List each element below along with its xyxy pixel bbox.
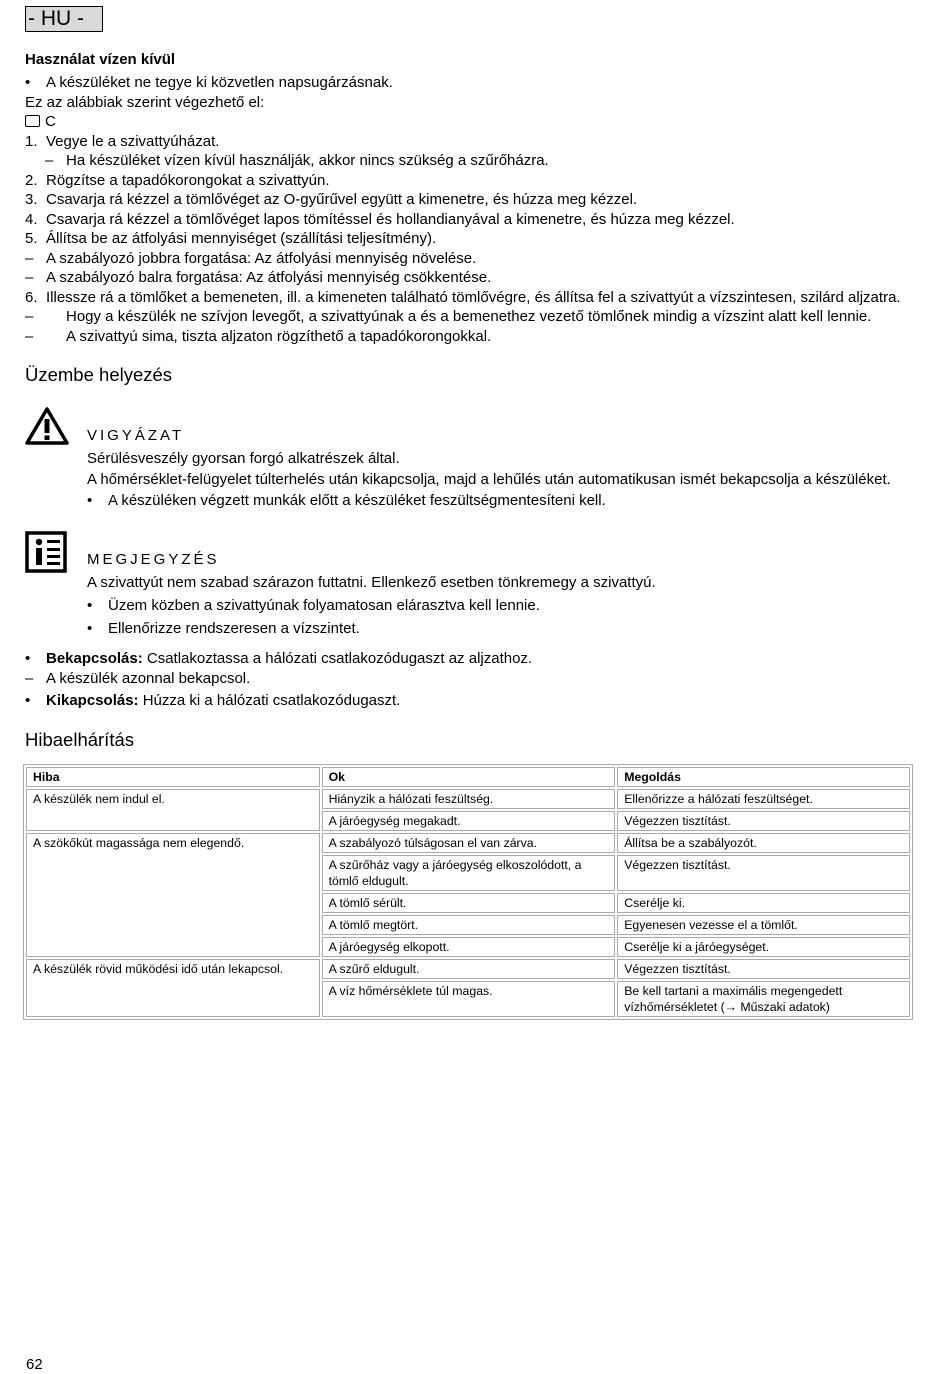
step-subitem [25,268,915,288]
caution-line: A hőmérséklet-felügyelet túlterhelés után kikapcsolja, majd a lehűlés után automatikusan ismét bekapcsolja a készüléket. [87,471,891,488]
cause-cell: A szűrőház vagy a járóegység elkoszolódott, a tömlő eldugult. [322,855,616,891]
fault-cell: A készülék rövid működési idő után lekapcsol. [26,959,320,1017]
step-subitem [25,151,915,171]
content [25,50,915,1020]
bullet-text: A készüléken végzett munkák előtt a készüléket feszültségmentesíteni kell. [108,492,606,509]
dash-marker: – [25,269,34,286]
cause-cell: A járóegység elkopott. [322,937,616,957]
note-bullet [87,595,915,617]
cause-cell: Hiányzik a hálózati feszültség. [322,789,616,809]
fix-cell: Végezzen tisztítást. [617,855,910,891]
page-number: 62 [26,1356,43,1373]
step-subitem [25,249,915,269]
step-subitem [25,307,915,327]
column-header: Hiba [26,767,320,787]
step-item [25,210,915,230]
section-title-troubleshooting: Hibaelhárítás [25,728,135,750]
step-item [25,132,915,152]
fix-cell: Egyenesen vezesse el a tömlőt. [617,915,910,935]
fix-cell: Be kell tartani a maximális megengedett vízhőmérsékletet (→ Műszaki adatok) [617,981,910,1017]
bullet-dot: • [25,692,31,709]
caution-title: VIGYÁZAT [87,427,185,444]
fix-cell: Cserélje ki. [617,893,910,913]
table-row [26,833,910,853]
note-title: MEGJEGYZÉS [87,551,220,568]
bullet-dot: • [87,620,93,637]
switch-on-subtext: A készülék azonnal bekapcsol. [46,669,251,687]
bullet-dot: • [25,74,31,91]
warning-icon [25,407,69,445]
fix-cell: Végezzen tisztítást. [617,959,910,979]
step-text: Csavarja rá kézzel a tömlővéget az O-gyűrűvel együtt a kimenetre, és húzza meg kézzel. [46,191,638,208]
bullet-dot: • [87,492,93,509]
switch-off-text: Húzza ki a hálózati csatlakozódugaszt. [138,692,401,709]
bullet-text: A készüléket ne tegye ki közvetlen napsugárzásnak. [46,74,393,91]
fault-cell: A szökőkút magassága nem elegendő. [26,833,320,957]
step-text: Illessze rá a tömlőket a bemeneten, ill. a kimeneten található tömlővégre, és állítsa fel a szivattyút a vízszintesen, szilárd aljzatra. [46,288,901,306]
cause-cell: A járóegység megakadt. [322,811,616,831]
fix-cell: Végezzen tisztítást. [617,811,910,831]
caution-bullet [87,490,915,512]
cause-cell: A tömlő megtört. [322,915,616,935]
bullet-item [25,73,915,93]
info-icon [25,531,67,573]
fix-cell: Állítsa be a szabályozót. [617,833,910,853]
cause-cell: A szabályozó túlságosan el van zárva. [322,833,616,853]
step-subtext: A szivattyú sima, tiszta aljzaton rögzíthető a tapadókorongokkal. [66,327,492,345]
step-item [25,190,915,210]
step-subtext: Hogy a készülék ne szívjon levegőt, a szivattyúnak a és a bemenethez vezető tömlőnek mindig a vízszint alatt kell lennie. [66,308,872,325]
step-number: 5. [25,230,38,247]
dash-marker: – [25,308,34,325]
step-item [25,229,915,249]
step-number: 3. [25,191,38,208]
step-text: Rögzítse a tapadókorongokat a szivattyún. [46,171,330,189]
step-number: 1. [25,132,38,150]
switch-on-subitem [25,669,915,689]
step-number: 6. [25,288,38,306]
step-text: Csavarja rá kézzel a tömlővéget lapos tömítéssel és hollandianyával a kimenetre, és húzza meg kézzel. [46,210,735,228]
switch-off-label: Kikapcsolás: [46,692,139,709]
step-number: 2. [25,171,38,189]
fix-cell: Ellenőrizze a hálózati feszültséget. [617,789,910,809]
switch-on-label: Bekapcsolás: [46,650,143,667]
step-text: Vegye le a szivattyúházat. [46,132,220,150]
step-subitem [25,327,915,347]
caution-notice [25,407,915,512]
table-row [26,959,910,979]
bullet-dot: • [25,650,31,667]
switch-on-item [25,649,915,669]
fix-cell: Cserélje ki a járóegységet. [617,937,910,957]
figure-icon [25,115,40,127]
troubleshooting-table [23,764,913,1020]
figure-ref-label: C [45,113,56,130]
caution-line: Sérülésveszély gyorsan forgó alkatrészek által. [87,450,400,467]
dash-marker: – [25,249,34,267]
note-line: A szivattyút nem szabad szárazon futtatni. Ellenkező esetben tönkremegy a szivattyú. [87,574,656,591]
note-notice [25,531,915,640]
section-title-startup: Üzembe helyezés [25,364,173,385]
bullet-text: Üzem közben a szivattyúnak folyamatosan elárasztva kell lennie. [108,597,540,614]
column-header: Ok [322,767,616,787]
table-header-row [26,767,910,787]
intro-text: Ez az alábbiak szerint végezhető el: [25,93,265,111]
fault-cell: A készülék nem indul el. [26,789,320,831]
step-subtext: A szabályozó balra forgatása: Az átfolyási mennyiség csökkentése. [46,269,492,286]
step-subtext: A szabályozó jobbra forgatása: Az átfolyási mennyiség növelése. [46,249,477,267]
dash-marker: – [25,669,34,687]
cause-cell: A tömlő sérült. [322,893,616,913]
cause-cell: A szűrő eldugult. [322,959,616,979]
bullet-text: Ellenőrizze rendszeresen a vízszintet. [108,620,360,637]
step-item [25,288,915,308]
dash-marker: – [45,152,54,169]
step-text: Állítsa be az átfolyási mennyiséget (szállítási teljesítmény). [46,230,437,247]
step-number: 4. [25,210,38,228]
bullet-dot: • [87,597,93,614]
language-tag: - HU - [25,6,103,32]
cause-cell: A víz hőmérséklete túl magas. [322,981,616,1017]
figure-reference [25,112,915,132]
note-bullet [87,618,915,640]
dash-marker: – [25,327,34,345]
table-row [26,789,910,809]
section-title-outside: Használat vízen kívül [25,51,176,68]
switch-off-item [25,691,915,711]
step-item [25,171,915,191]
switch-on-text: Csatlakoztassa a hálózati csatlakozódugaszt az aljzathoz. [142,650,533,667]
column-header: Megoldás [617,767,910,787]
step-subtext: Ha készüléket vízen kívül használják, akkor nincs szükség a szűrőházra. [66,152,549,169]
